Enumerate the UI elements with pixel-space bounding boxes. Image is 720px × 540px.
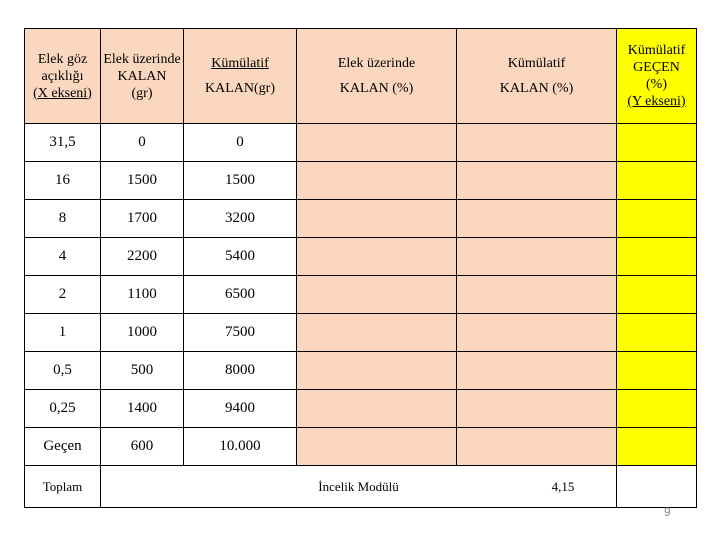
passing-percent-cell bbox=[617, 162, 697, 200]
retained-cell: 600 bbox=[101, 428, 184, 466]
cumulative-cell: 0 bbox=[184, 124, 297, 162]
header-cumulative-passing bbox=[617, 29, 697, 124]
cumulative-cell: 8000 bbox=[184, 352, 297, 390]
retained-percent-cell bbox=[297, 428, 457, 466]
header-cumulative-retained-percent bbox=[457, 29, 617, 124]
header-passing-line1: Kümülatif bbox=[627, 43, 686, 58]
table-row bbox=[25, 276, 697, 314]
cumulative-percent-cell bbox=[457, 314, 617, 352]
table-row bbox=[25, 124, 697, 162]
cumulative-cell: 5400 bbox=[184, 238, 297, 276]
table-row bbox=[25, 162, 697, 200]
header-retained-percent bbox=[297, 29, 457, 124]
header-cum-pct-line2: KALAN (%) bbox=[499, 81, 574, 96]
table-row bbox=[25, 200, 697, 238]
table-row bbox=[25, 238, 697, 276]
retained-cell: 1000 bbox=[101, 314, 184, 352]
page-number: 9 bbox=[664, 505, 671, 519]
cumulative-percent-cell bbox=[457, 200, 617, 238]
cumulative-cell: 6500 bbox=[184, 276, 297, 314]
aperture-cell: 8 bbox=[25, 200, 101, 238]
header-aperture bbox=[25, 29, 101, 124]
fineness-modulus-value-cell bbox=[551, 466, 697, 508]
retained-cell: 1400 bbox=[101, 390, 184, 428]
retained-percent-cell bbox=[297, 200, 457, 238]
retained-percent-cell bbox=[297, 314, 457, 352]
passing-percent-cell bbox=[617, 276, 697, 314]
passing-percent-cell bbox=[617, 428, 697, 466]
retained-cell: 0 bbox=[101, 124, 184, 162]
aperture-cell: 2 bbox=[25, 276, 101, 314]
header-cumulative-retained-gr bbox=[184, 29, 297, 124]
aperture-cell: 31,5 bbox=[25, 124, 101, 162]
header-ret-pct-line1: Elek üzerinde bbox=[337, 56, 416, 71]
header-cum-gr-line2: KALAN(gr) bbox=[205, 81, 275, 96]
cumulative-percent-cell bbox=[457, 428, 617, 466]
header-retained-line3: (gr) bbox=[131, 85, 153, 101]
retained-cell: 2200 bbox=[101, 238, 184, 276]
aperture-cell: 0,25 bbox=[25, 390, 101, 428]
table-row bbox=[25, 314, 697, 352]
header-aperture-line2: açıklığı bbox=[41, 68, 84, 84]
header-retained bbox=[101, 29, 184, 124]
cumulative-cell: 10.000 bbox=[184, 428, 297, 466]
aperture-cell: Geçen bbox=[25, 428, 101, 466]
passing-percent-cell bbox=[617, 238, 697, 276]
cumulative-percent-cell bbox=[457, 352, 617, 390]
retained-percent-cell bbox=[297, 352, 457, 390]
total-row bbox=[25, 466, 697, 508]
header-aperture-line1: Elek göz bbox=[37, 51, 88, 67]
retained-cell: 1700 bbox=[101, 200, 184, 238]
header-retained-line2: KALAN bbox=[117, 68, 167, 84]
cumulative-percent-cell bbox=[457, 124, 617, 162]
aperture-cell: 0,5 bbox=[25, 352, 101, 390]
header-retained-line1: Elek üzerinde bbox=[103, 51, 181, 67]
header-cum-pct-line1: Kümülatif bbox=[507, 56, 566, 71]
fineness-modulus-value: 4,15 bbox=[551, 478, 575, 494]
aperture-cell: 4 bbox=[25, 238, 101, 276]
retained-cell: 1500 bbox=[101, 162, 184, 200]
passing-percent-cell bbox=[617, 124, 697, 162]
cumulative-percent-cell bbox=[457, 276, 617, 314]
table-row bbox=[25, 390, 697, 428]
cumulative-cell: 3200 bbox=[184, 200, 297, 238]
aperture-cell: 16 bbox=[25, 162, 101, 200]
retained-percent-cell bbox=[297, 276, 457, 314]
passing-percent-cell bbox=[617, 390, 697, 428]
retained-cell: 500 bbox=[101, 352, 184, 390]
sieve-analysis-table bbox=[24, 28, 697, 508]
cumulative-percent-cell bbox=[457, 390, 617, 428]
passing-percent-cell bbox=[617, 314, 697, 352]
header-passing-axis: (Y ekseni) bbox=[627, 94, 686, 109]
header-aperture-axis: (X ekseni) bbox=[33, 85, 92, 101]
cumulative-cell: 7500 bbox=[184, 314, 297, 352]
retained-percent-cell bbox=[297, 390, 457, 428]
cumulative-cell: 1500 bbox=[184, 162, 297, 200]
header-ret-pct-line2: KALAN (%) bbox=[339, 81, 414, 96]
header-passing-line2: GEÇEN bbox=[633, 60, 680, 75]
fineness-modulus-label: İncelik Modülü bbox=[101, 466, 617, 508]
aperture-cell: 1 bbox=[25, 314, 101, 352]
total-label: Toplam bbox=[25, 466, 101, 508]
cumulative-percent-cell bbox=[457, 162, 617, 200]
retained-percent-cell bbox=[297, 124, 457, 162]
retained-cell: 1100 bbox=[101, 276, 184, 314]
retained-percent-cell bbox=[297, 162, 457, 200]
header-cum-gr-line1: Kümülatif bbox=[211, 56, 269, 71]
passing-percent-cell bbox=[617, 200, 697, 238]
cumulative-percent-cell bbox=[457, 238, 617, 276]
table-row bbox=[25, 428, 697, 466]
header-row bbox=[25, 29, 697, 124]
passing-percent-cell bbox=[617, 352, 697, 390]
cumulative-cell: 9400 bbox=[184, 390, 297, 428]
table-row bbox=[25, 352, 697, 390]
header-passing-line3: (%) bbox=[646, 77, 667, 92]
retained-percent-cell bbox=[297, 238, 457, 276]
